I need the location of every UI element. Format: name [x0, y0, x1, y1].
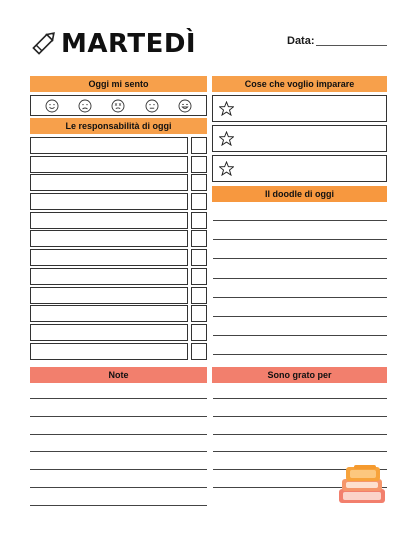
responsibility-row — [30, 212, 207, 231]
responsibility-field[interactable] — [30, 287, 188, 304]
notes-line[interactable] — [30, 416, 207, 417]
grateful-line[interactable] — [213, 416, 387, 417]
mood-row — [30, 95, 207, 116]
responsibility-row — [30, 193, 207, 212]
page-title: MARTEDÌ — [61, 29, 197, 59]
responsibility-row — [30, 137, 207, 156]
grateful-line[interactable] — [213, 451, 387, 452]
responsibilities-header — [30, 118, 207, 134]
dizzy-face-icon[interactable] — [111, 99, 125, 113]
doodle-line[interactable] — [213, 258, 387, 259]
books-icon — [336, 462, 390, 506]
responsibility-checkbox[interactable] — [191, 156, 207, 173]
notes-line[interactable] — [30, 487, 207, 488]
mood-title: Oggi mi sento — [88, 79, 149, 89]
laugh-icon[interactable] — [178, 99, 192, 113]
doodle-line[interactable] — [213, 335, 387, 336]
star-icon — [219, 131, 234, 146]
notes-line[interactable] — [30, 505, 207, 506]
pencil-icon — [29, 28, 59, 58]
frown-icon[interactable] — [78, 99, 92, 113]
doodle-line[interactable] — [213, 278, 387, 279]
responsibility-checkbox[interactable] — [191, 137, 207, 154]
responsibility-field[interactable] — [30, 156, 188, 173]
responsibility-field[interactable] — [30, 174, 188, 191]
responsibility-field[interactable] — [30, 230, 188, 247]
date-label: Data: — [287, 35, 315, 47]
learn-header — [212, 76, 387, 92]
doodle-line[interactable] — [213, 297, 387, 298]
responsibility-field[interactable] — [30, 137, 188, 154]
doodle-line[interactable] — [213, 316, 387, 317]
smile-icon[interactable] — [45, 99, 59, 113]
responsibility-field[interactable] — [30, 212, 188, 229]
responsibility-checkbox[interactable] — [191, 287, 207, 304]
responsibility-row — [30, 287, 207, 306]
responsibility-checkbox[interactable] — [191, 305, 207, 322]
doodle-line[interactable] — [213, 354, 387, 355]
responsibility-row — [30, 249, 207, 268]
doodle-line[interactable] — [213, 239, 387, 240]
responsibility-field[interactable] — [30, 343, 188, 360]
notes-title: Note — [108, 370, 129, 380]
responsibility-row — [30, 174, 207, 193]
star-icon — [219, 101, 234, 116]
star-icon — [219, 161, 234, 176]
mood-header — [30, 76, 207, 92]
responsibility-row — [30, 156, 207, 175]
responsibility-row — [30, 230, 207, 249]
responsibility-checkbox[interactable] — [191, 230, 207, 247]
neutral-face-icon[interactable] — [145, 99, 159, 113]
notes-line[interactable] — [30, 469, 207, 470]
doodle-title: Il doodle di oggi — [265, 189, 334, 199]
responsibility-field[interactable] — [30, 193, 188, 210]
responsibility-field[interactable] — [30, 268, 188, 285]
responsibilities-title: Le responsabilità di oggi — [65, 121, 172, 131]
responsibility-checkbox[interactable] — [191, 324, 207, 341]
learn-item[interactable] — [212, 125, 387, 152]
responsibility-checkbox[interactable] — [191, 268, 207, 285]
grateful-line[interactable] — [213, 398, 387, 399]
date-field[interactable] — [316, 45, 387, 46]
learn-title: Cose che voglio imparare — [244, 79, 355, 89]
notes-line[interactable] — [30, 434, 207, 435]
responsibility-row — [30, 305, 207, 324]
responsibility-field[interactable] — [30, 249, 188, 266]
responsibility-row — [30, 268, 207, 287]
responsibility-field[interactable] — [30, 324, 188, 341]
learn-item[interactable] — [212, 95, 387, 122]
responsibility-checkbox[interactable] — [191, 193, 207, 210]
doodle-line[interactable] — [213, 220, 387, 221]
responsibility-field[interactable] — [30, 305, 188, 322]
grateful-title: Sono grato per — [267, 370, 332, 380]
responsibility-row — [30, 324, 207, 343]
responsibility-checkbox[interactable] — [191, 343, 207, 360]
notes-line[interactable] — [30, 451, 207, 452]
grateful-header — [212, 367, 387, 383]
notes-header — [30, 367, 207, 383]
responsibility-checkbox[interactable] — [191, 174, 207, 191]
responsibilities-list — [30, 137, 207, 361]
responsibility-checkbox[interactable] — [191, 212, 207, 229]
notes-line[interactable] — [30, 398, 207, 399]
responsibility-row — [30, 343, 207, 362]
doodle-header — [212, 186, 387, 202]
responsibility-checkbox[interactable] — [191, 249, 207, 266]
grateful-line[interactable] — [213, 434, 387, 435]
learn-item[interactable] — [212, 155, 387, 182]
